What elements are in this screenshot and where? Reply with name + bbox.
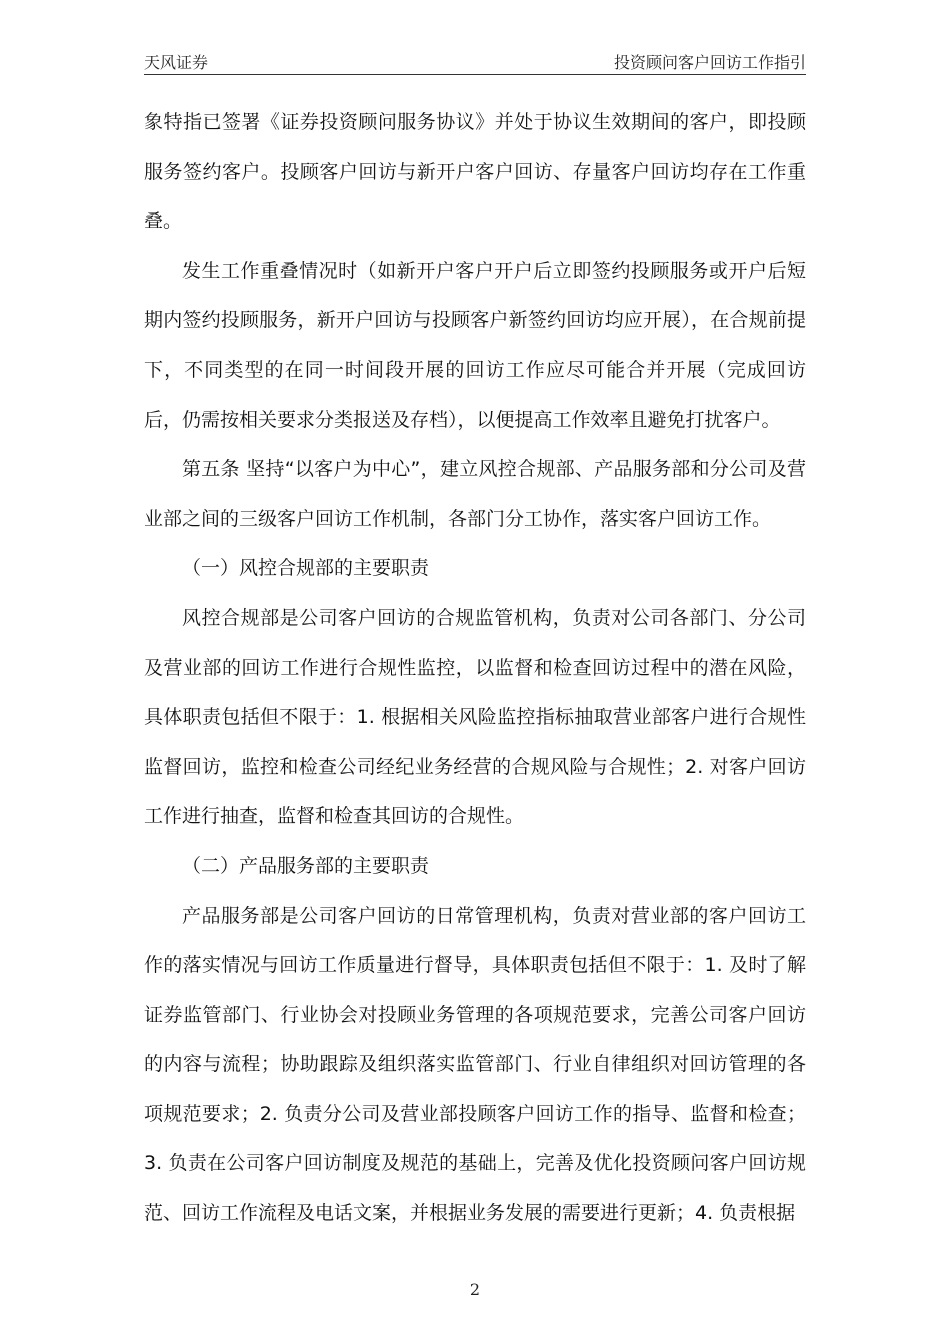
paragraph-continuation: 象特指已签署《证券投资顾问服务协议》并处于协议生效期间的客户，即投顾服务签约客户。投顾客户回访与新开户客户回访、存量客户回访均存在工作重叠。: [144, 111, 806, 233]
paragraph-article-5: 第五条 坚持“以客户为中心”，建立风控合规部、产品服务部和分公司及营业部之间的三级客户回访工作机制，各部门分工协作，落实客户回访工作。: [144, 458, 806, 530]
header-company: 天风证券: [144, 53, 209, 72]
header-document-title: 投资顾问客户回访工作指引: [613, 53, 806, 72]
section-heading-risk-compliance: （一）风控合规部的主要职责: [182, 557, 430, 580]
paragraph-product-service: 产品服务部是公司客户回访的日常管理机构，负责对营业部的客户回访工作的落实情况与回访工作质量进行督导，具体职责包括但不限于：1. 及时了解证券监管部门、行业协会对投顾业务管理的各项规范要求，完善公司客户回访的内容与流程；协助跟踪及组织落实监管部门、行业自律组织对回访管理的各项规范要求；2. 负责分公司及营业部投顾客户回访工作的指导、监督和检查；3. 负责在公司客户回访制度及规范的基础上，完善及优化投资顾问客户回访规范、回访工作流程及电话文案，并根据业务发展的需要进行更新；4. 负责根据: [144, 904, 806, 1225]
paragraph-risk-compliance: 风控合规部是公司客户回访的合规监管机构，负责对公司各部门、分公司及营业部的回访工作进行合规性监控，以监督和检查回访过程中的潜在风险，具体职责包括但不限于：1. 根据相关风险监控指标抽取营业部客户进行合规性监督回访，监控和检查公司经纪业务经营的合规风险与合规性；2. 对客户回访工作进行抽查，监督和检查其回访的合规性。: [144, 606, 806, 828]
page-header: [144, 50, 806, 72]
header-divider: [144, 74, 806, 75]
page-number: 2: [469, 1280, 481, 1299]
document-body: [144, 98, 806, 1239]
section-heading-product-service: （二）产品服务部的主要职责: [182, 854, 430, 877]
paragraph-overlap: 发生工作重叠情况时（如新开户客户开户后立即签约投顾服务或开户后短期内签约投顾服务，新开户回访与投顾客户新签约回访均应开展），在合规前提下，不同类型的在同一时间段开展的回访工作应尽可能合并开展（完成回访后，仍需按相关要求分类报送及存档），以便提高工作效率且避免打扰客户。: [144, 259, 806, 431]
